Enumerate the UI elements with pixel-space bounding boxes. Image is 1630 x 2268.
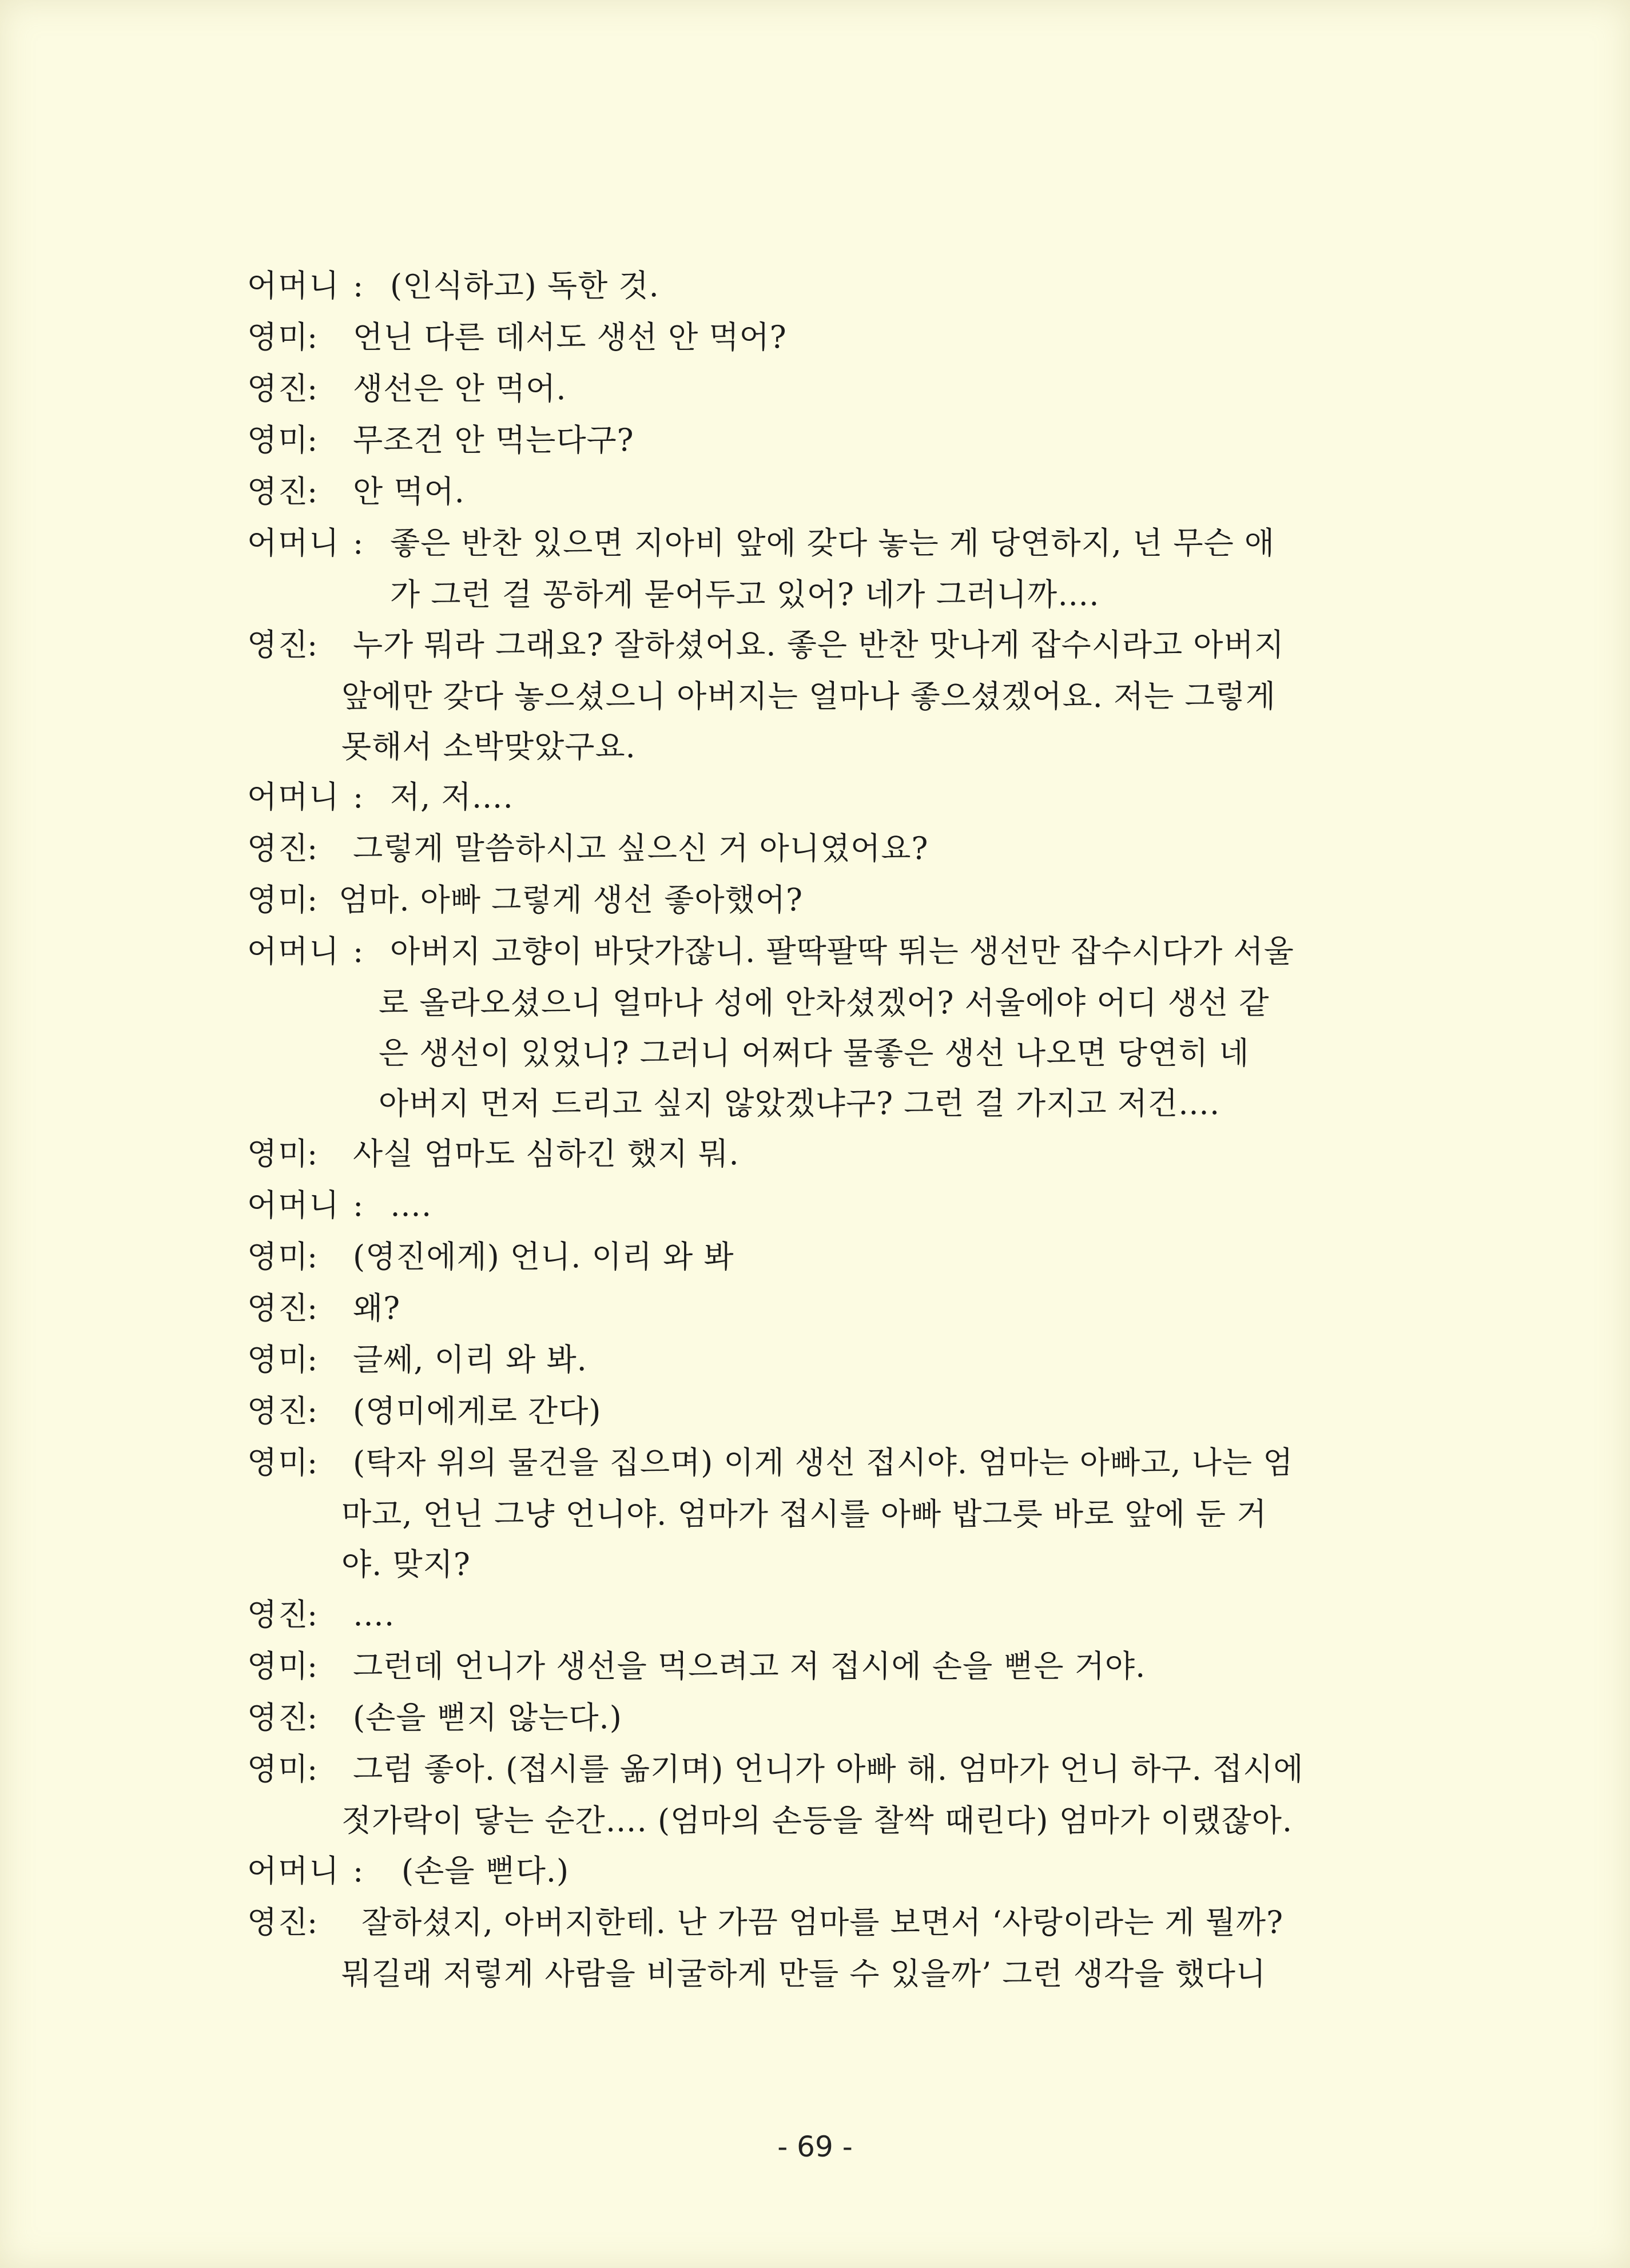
dialogue-text: (영진에게) 언니. 이리 와 봐 bbox=[353, 1239, 734, 1275]
speaker-name: 어머니 bbox=[247, 268, 340, 304]
dialogue-text: 그런데 언니가 생선을 먹으려고 저 접시에 손을 뻗은 거야. bbox=[353, 1648, 1146, 1684]
speaker-name: 영미 bbox=[247, 422, 309, 458]
dialogue-text: 글쎄, 이리 와 봐. bbox=[353, 1342, 587, 1378]
dialogue-text: (영미에게로 간다) bbox=[353, 1393, 602, 1429]
dialogue-line bbox=[247, 1641, 1402, 1692]
dialogue-text: (탁자 위의 물건을 집으며) 이게 생선 접시야. 엄마는 아빠고, 나는 엄 bbox=[353, 1445, 1294, 1481]
speaker-colon: : bbox=[307, 474, 318, 510]
dialogue-text: 잘하셨지, 아버지한테. 난 가끔 엄마를 보면서 ‘사랑이라는 게 뭘까? bbox=[361, 1904, 1284, 1940]
dialogue-continuation bbox=[247, 1948, 1402, 1999]
speaker-colon: : bbox=[307, 830, 318, 866]
dialogue-line bbox=[247, 823, 1402, 874]
dialogue-text: 좋은 반찬 있으면 지아비 앞에 갖다 놓는 게 당연하지, 넌 무슨 애 bbox=[390, 525, 1275, 561]
dialogue-text: 누가 뭐라 그래요? 잘하셨어요. 좋은 반찬 맛나게 잡수시라고 아버지 bbox=[353, 627, 1285, 663]
speaker-colon: : bbox=[307, 1597, 318, 1633]
dialogue-text: 생선은 안 먹어. bbox=[353, 371, 567, 407]
dialogue-text: 아버지 고향이 바닷가잖니. 팔딱팔딱 뛰는 생선만 잡수시다가 서울 bbox=[390, 933, 1294, 969]
dialogue-continuation bbox=[247, 977, 1402, 1028]
dialogue-text: 무조건 안 먹는다구? bbox=[353, 422, 634, 458]
speaker-name: 영진 bbox=[247, 1290, 309, 1326]
speaker-colon: : bbox=[307, 1342, 318, 1378]
speaker-name: 어머니 bbox=[247, 779, 340, 815]
speaker-name: 영미 bbox=[247, 1445, 309, 1481]
dialogue-line bbox=[247, 1334, 1402, 1386]
speaker-colon: : bbox=[353, 525, 364, 561]
dialogue-line bbox=[247, 1180, 1402, 1231]
dialogue-line bbox=[247, 363, 1402, 415]
dialogue-continuation bbox=[247, 671, 1402, 721]
dialogue-text: (손을 뻗다.) bbox=[401, 1853, 570, 1889]
speaker-colon: : bbox=[307, 1700, 318, 1736]
dialogue-text: 못해서 소박맞았구요. bbox=[341, 729, 636, 765]
dialogue-line bbox=[247, 1283, 1402, 1334]
speaker-name: 어머니 bbox=[247, 525, 340, 561]
speaker-colon: : bbox=[307, 1136, 318, 1172]
dialogue-text: 가 그런 걸 꽁하게 묻어두고 있어? 네가 그러니까…. bbox=[390, 576, 1100, 612]
dialogue-text: 그렇게 말씀하시고 싶으신 거 아니였어요? bbox=[353, 830, 929, 866]
speaker-name: 영진 bbox=[247, 1597, 309, 1633]
dialogue-text: 저, 저…. bbox=[390, 779, 514, 815]
speaker-colon: : bbox=[307, 371, 318, 407]
speaker-name: 영진 bbox=[247, 371, 309, 407]
dialogue-line bbox=[247, 619, 1402, 671]
speaker-colon: : bbox=[353, 933, 364, 969]
speaker-name: 영진 bbox=[247, 474, 309, 510]
dialogue-line bbox=[247, 1437, 1402, 1489]
dialogue-text: 야. 맞지? bbox=[341, 1546, 471, 1582]
speaker-colon: : bbox=[353, 268, 364, 304]
page-number: - 69 - bbox=[777, 2130, 853, 2163]
dialogue-text: 로 올라오셨으니 얼마나 성에 안차셨겠어? 서울에야 어디 생선 같 bbox=[379, 985, 1270, 1021]
speaker-name: 영미 bbox=[247, 1136, 309, 1172]
dialogue-line bbox=[247, 874, 1402, 926]
speaker-colon: : bbox=[307, 1393, 318, 1429]
dialogue-line bbox=[247, 312, 1402, 363]
dialogue-text: 앞에만 갖다 놓으셨으니 아버지는 얼마나 좋으셨겠어요. 저는 그렇게 bbox=[341, 678, 1276, 714]
dialogue-line bbox=[247, 1845, 1402, 1897]
dialogue-line bbox=[247, 466, 1402, 518]
dialogue-line bbox=[247, 1589, 1402, 1641]
dialogue-continuation bbox=[247, 1795, 1402, 1845]
dialogue-text: 은 생선이 있었니? 그러니 어쩌다 물좋은 생선 나오면 당연히 네 bbox=[379, 1035, 1250, 1071]
speaker-colon: : bbox=[307, 319, 318, 355]
dialogue-text: …. bbox=[390, 1187, 432, 1223]
dialogue-text: 마고, 언닌 그냥 언니야. 엄마가 접시를 아빠 밥그릇 바로 앞에 둔 거 bbox=[341, 1496, 1267, 1532]
speaker-name: 영진 bbox=[247, 1393, 309, 1429]
speaker-name: 어머니 bbox=[247, 1853, 340, 1889]
dialogue-line bbox=[247, 1744, 1402, 1795]
speaker-colon: : bbox=[307, 1648, 318, 1684]
speaker-name: 영미 bbox=[247, 1648, 309, 1684]
speaker-colon: : bbox=[353, 1187, 364, 1223]
speaker-name: 영진 bbox=[247, 830, 309, 866]
dialogue-continuation bbox=[247, 1539, 1402, 1589]
dialogue-text: 뭐길래 저렇게 사람을 비굴하게 만들 수 있을까’ 그런 생각을 했다니 bbox=[341, 1956, 1267, 1992]
speaker-colon: : bbox=[307, 882, 318, 918]
speaker-colon: : bbox=[307, 1751, 318, 1787]
dialogue-line bbox=[247, 518, 1402, 569]
speaker-colon: : bbox=[307, 627, 318, 663]
speaker-name: 영미 bbox=[247, 882, 309, 918]
speaker-colon: : bbox=[307, 1904, 318, 1940]
dialogue-continuation bbox=[247, 721, 1402, 771]
dialogue-text: 엄마. 아빠 그렇게 생선 좋아했어? bbox=[339, 882, 803, 918]
dialogue-text: 아버지 먼저 드리고 싶지 않았겠냐구? 그런 걸 가지고 저건…. bbox=[379, 1085, 1220, 1121]
dialogue-text: 사실 엄마도 심하긴 했지 뭐. bbox=[353, 1136, 740, 1172]
dialogue-text: 왜? bbox=[353, 1290, 401, 1326]
dialogue-line bbox=[247, 771, 1402, 823]
speaker-colon: : bbox=[353, 1853, 364, 1889]
speaker-colon: : bbox=[307, 1445, 318, 1481]
dialogue-continuation bbox=[247, 1489, 1402, 1539]
dialogue-line bbox=[247, 1386, 1402, 1437]
speaker-name: 영미 bbox=[247, 1751, 309, 1787]
speaker-colon: : bbox=[307, 1290, 318, 1326]
speaker-name: 영미 bbox=[247, 1239, 309, 1275]
dialogue-line bbox=[247, 1128, 1402, 1180]
dialogue-line bbox=[247, 1231, 1402, 1283]
speaker-name: 영미 bbox=[247, 1342, 309, 1378]
dialogue-line bbox=[247, 415, 1402, 466]
dialogue-text: 그럼 좋아. (접시를 옮기며) 언니가 아빠 해. 엄마가 언니 하구. 접시에 bbox=[353, 1751, 1304, 1787]
dialogue-text: 젓가락이 닿는 순간…. (엄마의 손등을 찰싹 때린다) 엄마가 이랬잖아. bbox=[341, 1803, 1293, 1839]
speaker-name: 영진 bbox=[247, 627, 309, 663]
dialogue-continuation bbox=[247, 569, 1402, 619]
dialogue-text: 언닌 다른 데서도 생선 안 먹어? bbox=[353, 319, 787, 355]
dialogue-line bbox=[247, 260, 1402, 312]
dialogue-line bbox=[247, 1692, 1402, 1744]
dialogue-text: (손을 뻗지 않는다.) bbox=[353, 1700, 622, 1736]
speaker-colon: : bbox=[307, 422, 318, 458]
dialogue-text: 안 먹어. bbox=[353, 474, 465, 510]
speaker-name: 어머니 bbox=[247, 1187, 340, 1223]
script-body bbox=[247, 260, 1402, 1999]
dialogue-continuation bbox=[247, 1078, 1402, 1128]
speaker-name: 영진 bbox=[247, 1700, 309, 1736]
speaker-colon: : bbox=[353, 779, 364, 815]
speaker-name: 영미 bbox=[247, 319, 309, 355]
speaker-name: 어머니 bbox=[247, 933, 340, 969]
dialogue-line bbox=[247, 1897, 1402, 1948]
speaker-name: 영진 bbox=[247, 1904, 309, 1940]
speaker-colon: : bbox=[307, 1239, 318, 1275]
dialogue-continuation bbox=[247, 1028, 1402, 1078]
dialogue-text: (인식하고) 독한 것. bbox=[390, 268, 659, 304]
dialogue-text: …. bbox=[353, 1597, 395, 1633]
dialogue-line bbox=[247, 926, 1402, 977]
